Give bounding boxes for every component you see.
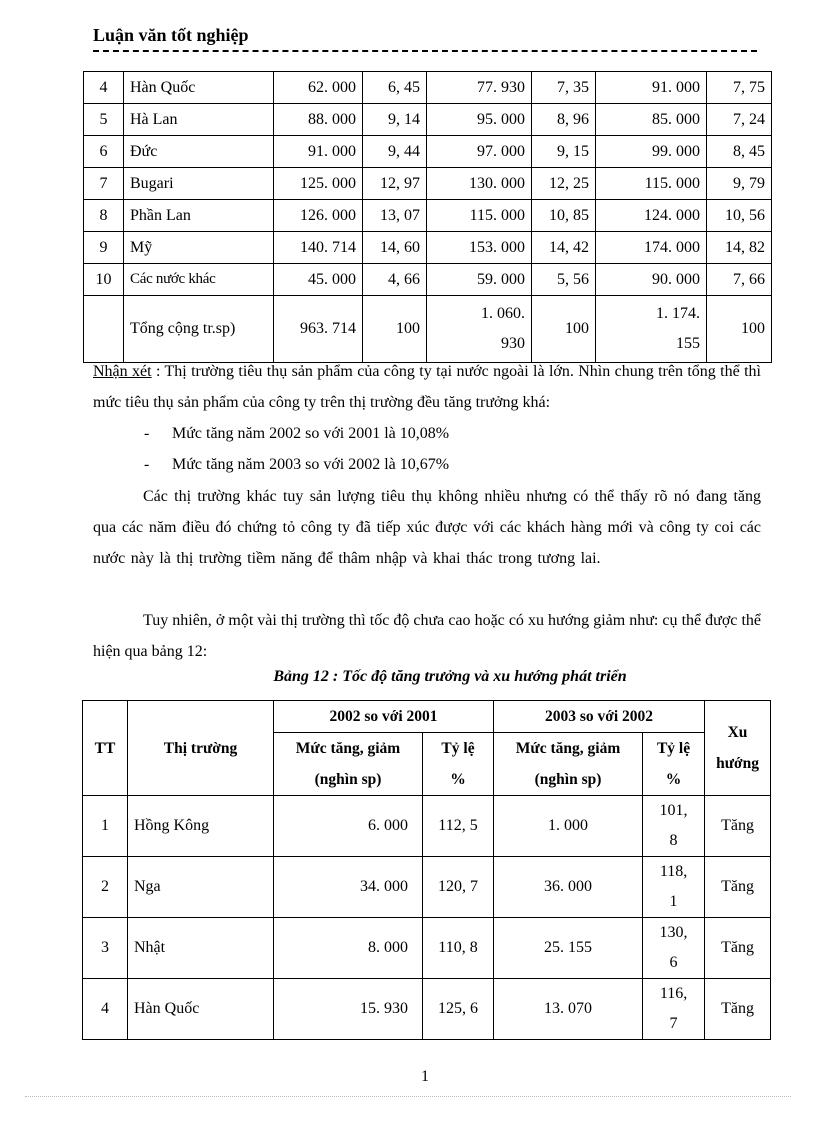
- row-number: 9: [84, 232, 124, 264]
- table-row: [84, 264, 772, 296]
- change-2002: 15. 930: [274, 979, 423, 1040]
- volume-2001: 88. 000: [274, 104, 363, 136]
- row-number: 8: [84, 200, 124, 232]
- market-name: Hàn Quốc: [128, 979, 274, 1040]
- share-2001: 6, 45: [363, 72, 427, 104]
- rate-2003-line1: 118,: [659, 863, 688, 880]
- row-number: 5: [84, 104, 124, 136]
- share-2001: 14, 60: [363, 232, 427, 264]
- volume-2002: 97. 000: [427, 136, 532, 168]
- market-name: Hà Lan: [124, 104, 274, 136]
- header-tt: TT: [83, 701, 128, 796]
- header-change-2003: [494, 733, 643, 796]
- share-2002: 10, 85: [532, 200, 596, 232]
- header-trend: [705, 701, 771, 796]
- bullet-text: Mức tăng năm 2002 so với 2001 là 10,08%: [172, 425, 450, 442]
- market-name: Phần Lan: [124, 200, 274, 232]
- page-header-title: Luận văn tốt nghiệp: [93, 25, 249, 45]
- trend-value: Tăng: [705, 979, 771, 1040]
- volume-2003: 85. 000: [596, 104, 707, 136]
- change-2003: 13. 070: [494, 979, 643, 1040]
- table-row: [84, 200, 772, 232]
- market-name: Các nước khác: [124, 264, 274, 296]
- share-2002: 5, 56: [532, 264, 596, 296]
- table-row: [84, 232, 772, 264]
- share-2001: 12, 97: [363, 168, 427, 200]
- rate-2002: 125, 6: [423, 979, 494, 1040]
- header-change-line2: (nghìn sp): [534, 771, 602, 788]
- rate-2003: [643, 918, 705, 979]
- market-name: Bugari: [124, 168, 274, 200]
- table-row: [84, 168, 772, 200]
- header-change-line2: (nghìn sp): [314, 771, 382, 788]
- empty-cell: [84, 296, 124, 363]
- volume-2003: 91. 000: [596, 72, 707, 104]
- trend-value: Tăng: [705, 857, 771, 918]
- total-volume-2002-line1: 1. 060.: [481, 305, 525, 322]
- total-share-2002: 100: [532, 296, 596, 363]
- header-trend-line1: Xu: [727, 724, 748, 741]
- total-volume-2002: [427, 296, 532, 363]
- row-number: 3: [83, 918, 128, 979]
- share-2001: 13, 07: [363, 200, 427, 232]
- volume-2003: 124. 000: [596, 200, 707, 232]
- change-2003: 25. 155: [494, 918, 643, 979]
- market-name: Hàn Quốc: [124, 72, 274, 104]
- body-paragraph: Tuy nhiên, ở một vài thị trường thì tốc độ chưa cao hoặc có xu hướng giảm như: cụ thể được thể hiện qua bảng 12:: [93, 612, 761, 660]
- table-row: [84, 136, 772, 168]
- volume-2001: 62. 000: [274, 72, 363, 104]
- change-2002: 6. 000: [274, 796, 423, 857]
- volume-2002: 95. 000: [427, 104, 532, 136]
- row-number: 4: [83, 979, 128, 1040]
- volume-2001: 91. 000: [274, 136, 363, 168]
- change-2002: 8. 000: [274, 918, 423, 979]
- share-2002: 14, 42: [532, 232, 596, 264]
- table-caption: Bảng 12 : Tốc độ tăng trưởng và xu hướng phát triển: [273, 668, 627, 685]
- table-row: [84, 72, 772, 104]
- volume-2001: 140. 714: [274, 232, 363, 264]
- share-2003: 10, 56: [707, 200, 772, 232]
- change-2003: 36. 000: [494, 857, 643, 918]
- row-number: 4: [84, 72, 124, 104]
- rate-2003-line1: 130,: [659, 924, 688, 941]
- header-rate-line1: Tỷ lệ: [441, 740, 475, 757]
- header-rate-line2: %: [450, 771, 466, 788]
- share-2001: 9, 44: [363, 136, 427, 168]
- rate-2003-line2: 6: [669, 954, 678, 971]
- volume-2003: 90. 000: [596, 264, 707, 296]
- volume-2002: 115. 000: [427, 200, 532, 232]
- market-name: Mỹ: [124, 232, 274, 264]
- share-2002: 8, 96: [532, 104, 596, 136]
- rate-2003: [643, 796, 705, 857]
- total-row: [84, 296, 772, 363]
- share-2003: 9, 79: [707, 168, 772, 200]
- header-group-2002: 2002 so với 2001: [274, 701, 494, 733]
- row-number: 1: [83, 796, 128, 857]
- share-2002: 7, 35: [532, 72, 596, 104]
- volume-2002: 77. 930: [427, 72, 532, 104]
- header-change-line1: Mức tăng, giảm: [515, 740, 621, 757]
- header-rate-line2: %: [665, 771, 682, 788]
- header-rate-2003: [643, 733, 705, 796]
- market-name: Nga: [128, 857, 274, 918]
- row-number: 7: [84, 168, 124, 200]
- volume-2002: 130. 000: [427, 168, 532, 200]
- row-number: 10: [84, 264, 124, 296]
- market-name: Nhật: [128, 918, 274, 979]
- market-volume-table: [83, 71, 772, 363]
- total-volume-2001: 963. 714: [274, 296, 363, 363]
- volume-2001: 126. 000: [274, 200, 363, 232]
- total-volume-2003-line2: 155: [676, 335, 700, 352]
- rate-2002: 112, 5: [423, 796, 494, 857]
- header-market: Thị trường: [128, 701, 274, 796]
- growth-trend-table: [82, 700, 771, 1040]
- header-change-line1: Mức tăng, giảm: [295, 740, 401, 757]
- total-share-2003: 100: [707, 296, 772, 363]
- volume-2001: 45. 000: [274, 264, 363, 296]
- share-2001: 9, 14: [363, 104, 427, 136]
- rate-2003: [643, 979, 705, 1040]
- row-number: 6: [84, 136, 124, 168]
- rate-2002: 110, 8: [423, 918, 494, 979]
- rate-2003-line1: 101,: [659, 802, 688, 819]
- row-number: 2: [83, 857, 128, 918]
- page-bottom-rule: [25, 1096, 791, 1097]
- market-name: Đức: [124, 136, 274, 168]
- volume-2003: 174. 000: [596, 232, 707, 264]
- rate-2003: [643, 857, 705, 918]
- total-volume-2003: [596, 296, 707, 363]
- volume-2003: 115. 000: [596, 168, 707, 200]
- change-2003: 1. 000: [494, 796, 643, 857]
- page-number: 1: [421, 1068, 429, 1085]
- table-row: [84, 104, 772, 136]
- header-change-2002: [274, 733, 423, 796]
- volume-2003: 99. 000: [596, 136, 707, 168]
- volume-2002: 153. 000: [427, 232, 532, 264]
- share-2003: 7, 24: [707, 104, 772, 136]
- remark-paragraph: [93, 356, 761, 418]
- rate-2003-line2: 7: [669, 1015, 678, 1032]
- table-row: [83, 857, 771, 918]
- share-2003: 14, 82: [707, 232, 772, 264]
- rate-2003-line2: 1: [669, 893, 678, 910]
- table-row: [83, 796, 771, 857]
- share-2003: 7, 75: [707, 72, 772, 104]
- table-row: [83, 918, 771, 979]
- share-2003: 7, 66: [707, 264, 772, 296]
- bullet-text: Mức tăng năm 2003 so với 2002 là 10,67%: [172, 456, 450, 473]
- bullet-marker: -: [144, 456, 150, 473]
- bullet-marker: -: [144, 425, 150, 442]
- rate-2003-line1: 116,: [659, 985, 688, 1002]
- remark-text: : Thị trường tiêu thụ sản phẩm của công ty tại nước ngoài là lớn. Nhìn chung trên tổng thể thì mức tiêu thụ sản phẩm của công ty trên thị trường đều tăng trưởng khá:: [93, 363, 762, 411]
- header-divider: [93, 50, 757, 52]
- header-rate-2002: [423, 733, 494, 796]
- share-2001: 4, 66: [363, 264, 427, 296]
- rate-2002: 120, 7: [423, 857, 494, 918]
- trend-value: Tăng: [705, 918, 771, 979]
- share-2002: 12, 25: [532, 168, 596, 200]
- market-name: Hồng Kông: [128, 796, 274, 857]
- body-paragraph: Các thị trường khác tuy sản lượng tiêu thụ không nhiều nhưng có thể thấy rõ nó đang tăng qua các năm điều đó chứng tỏ công ty đã tiếp xúc được với các khách hàng mới và công ty coi các nước này là thị trường tiềm năng để thâm nhập và khai thác trong tương lai.: [93, 488, 761, 567]
- header-row: [83, 701, 771, 733]
- table-row: [83, 979, 771, 1040]
- header-rate-line1: Tỷ lệ: [656, 740, 691, 757]
- trend-value: Tăng: [705, 796, 771, 857]
- total-volume-2003-line1: 1. 174.: [656, 305, 700, 322]
- total-volume-2002-line2: 930: [501, 335, 525, 352]
- total-label: Tổng cộng tr.sp): [124, 296, 274, 363]
- change-2002: 34. 000: [274, 857, 423, 918]
- remark-label: Nhận xét: [93, 363, 152, 380]
- total-share-2001: 100: [363, 296, 427, 363]
- header-trend-line2: hướng: [716, 755, 759, 772]
- volume-2001: 125. 000: [274, 168, 363, 200]
- volume-2002: 59. 000: [427, 264, 532, 296]
- share-2002: 9, 15: [532, 136, 596, 168]
- header-group-2003: 2003 so với 2002: [494, 701, 705, 733]
- rate-2003-line2: 8: [669, 832, 678, 849]
- share-2003: 8, 45: [707, 136, 772, 168]
